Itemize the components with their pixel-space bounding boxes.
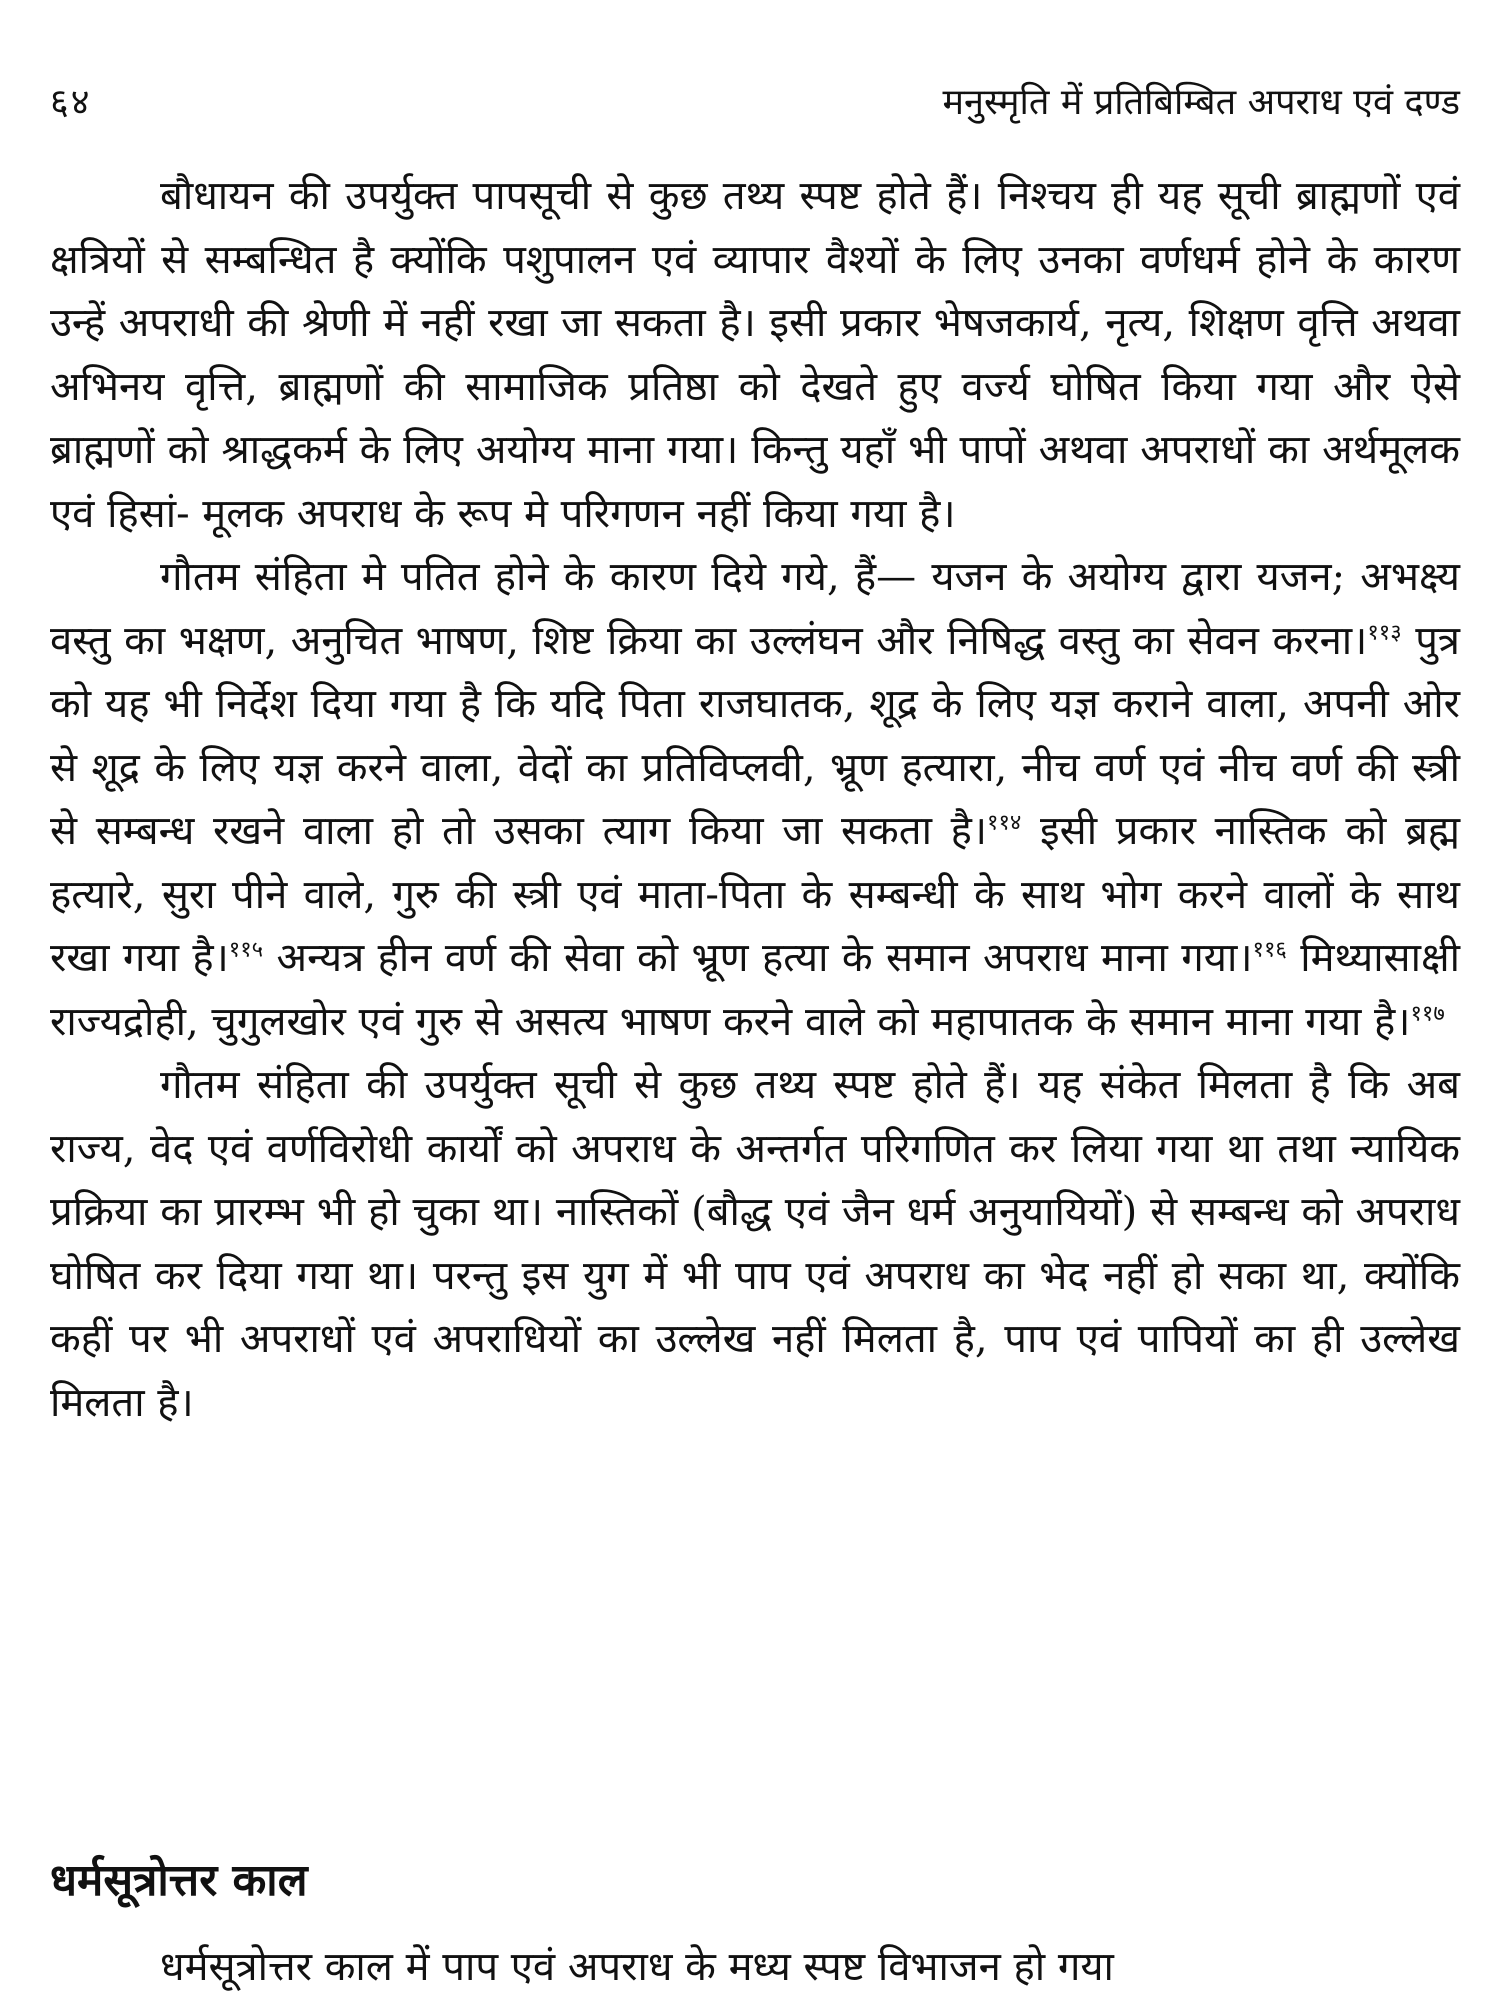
footnote-ref: ११६ <box>1252 937 1287 963</box>
footnote-ref: ११३ <box>1367 620 1402 646</box>
paragraph-post-dharmasutra: धर्मसूत्रोत्तर काल में पाप एवं अपराध के मध्य स्पष्ट विभाजन हो गया <box>160 1944 1114 1990</box>
sentence: गौतम संहिता मे पतित होने के कारण दिये गये, हैं— यजन के अयोग्य द्वारा यजन; अभक्ष्य वस्तु का भक्षण, अनुचित भाषण, शिष्ट क्रिया का उल्लंघन और निषिद्ध वस्तु का सेवन करना। <box>50 554 1460 664</box>
page-number: ६४ <box>50 81 92 123</box>
sentence: मिथ्यासाक्षी राज्यद्रोही, चुगुलखोर एवं गुरु से असत्य भाषण करने वाले को महापातक के समान माना गया है। <box>50 935 1460 1045</box>
sentence: इसी प्रकार नास्तिक को ब्रह्म हत्यारे, सुरा पीने वाले, गुरु की स्त्री एवं माता-पिता के सम्बन्धी के साथ भोग करने वालों के साथ रखा गया है। <box>50 808 1460 981</box>
running-title: मनुस्मृति में प्रतिबिम्बित अपराध एवं दण्ड <box>942 81 1460 123</box>
footnote-ref: ११५ <box>228 937 264 963</box>
paragraph-baudhayana: बौधायन की उपर्युक्त पापसूची से कुछ तथ्य स्पष्ट होते हैं। निश्चय ही यह सूची ब्राह्मणों एवं क्षत्रियों से सम्बन्धित है क्योंकि पशुपालन एवं व्यापार वैश्यों के लिए उनका वर्णधर्म होने के कारण उन्हें अपराधी की श्रेणी में नहीं रखा जा सकता है। इसी प्रकार भेषजकार्य, नृत्य, शिक्षण वृत्ति अथवा अभिनय वृत्ति, ब्राह्मणों की सामाजिक प्रतिष्ठा को देखते हुए वर्ज्य घोषित किया गया और ऐसे ब्राह्मणों को श्राद्धकर्म के लिए अयोग्य माना गया। किन्तु यहाँ भी पापों अथवा अपराधों का अर्थमूलक एवं हिसां- मूलक अपराध के रूप मे परिगणन नहीं किया गया है। <box>50 173 1460 537</box>
page-header <box>50 70 1460 130</box>
sentence: पुत्र को यह भी निर्देश दिया गया है कि यदि पिता राजघातक, शूद्र के लिए यज्ञ कराने वाला, अपनी ओर से शूद्र के लिए यज्ञ करने वाला, वेदों का प्रतिविप्लवी, भ्रूण हत्यारा, नीच वर्ण एवं नीच वर्ण की स्त्री से सम्बन्ध रखने वाला हो तो उसका त्याग किया जा सकता है। <box>50 617 1461 854</box>
footnote-ref: ११७ <box>1410 1001 1445 1027</box>
paragraph-gautama-analysis: गौतम संहिता की उपर्युक्त सूची से कुछ तथ्य स्पष्ट होते हैं। यह संकेत मिलता है कि अब राज्य, वेद एवं वर्णविरोधी कार्यों को अपराध के अन्तर्गत परिगणित कर लिया गया था तथा न्यायिक प्रक्रिया का प्रारम्भ भी हो चुका था। नास्तिकों (बौद्ध एवं जैन धर्म अनुयायियों) से सम्बन्ध को अपराध घोषित कर दिया गया था। परन्तु इस युग में भी पाप एवं अपराध का भेद नहीं हो सका था, क्योंकि कहीं पर भी अपराधों एवं अपराधियों का उल्लेख नहीं मिलता है, पाप एवं पापियों का ही उल्लेख मिलता है। <box>50 1062 1460 1426</box>
body-text <box>50 165 1460 1435</box>
paragraph-gautama-list <box>50 546 1460 1054</box>
sentence: अन्यत्र हीन वर्ण की सेवा को भ्रूण हत्या के समान अपराध माना गया। <box>263 935 1253 981</box>
section-heading: धर्मसूत्रोत्तर काल <box>50 1855 308 1906</box>
footnote-ref: ११४ <box>987 810 1022 836</box>
